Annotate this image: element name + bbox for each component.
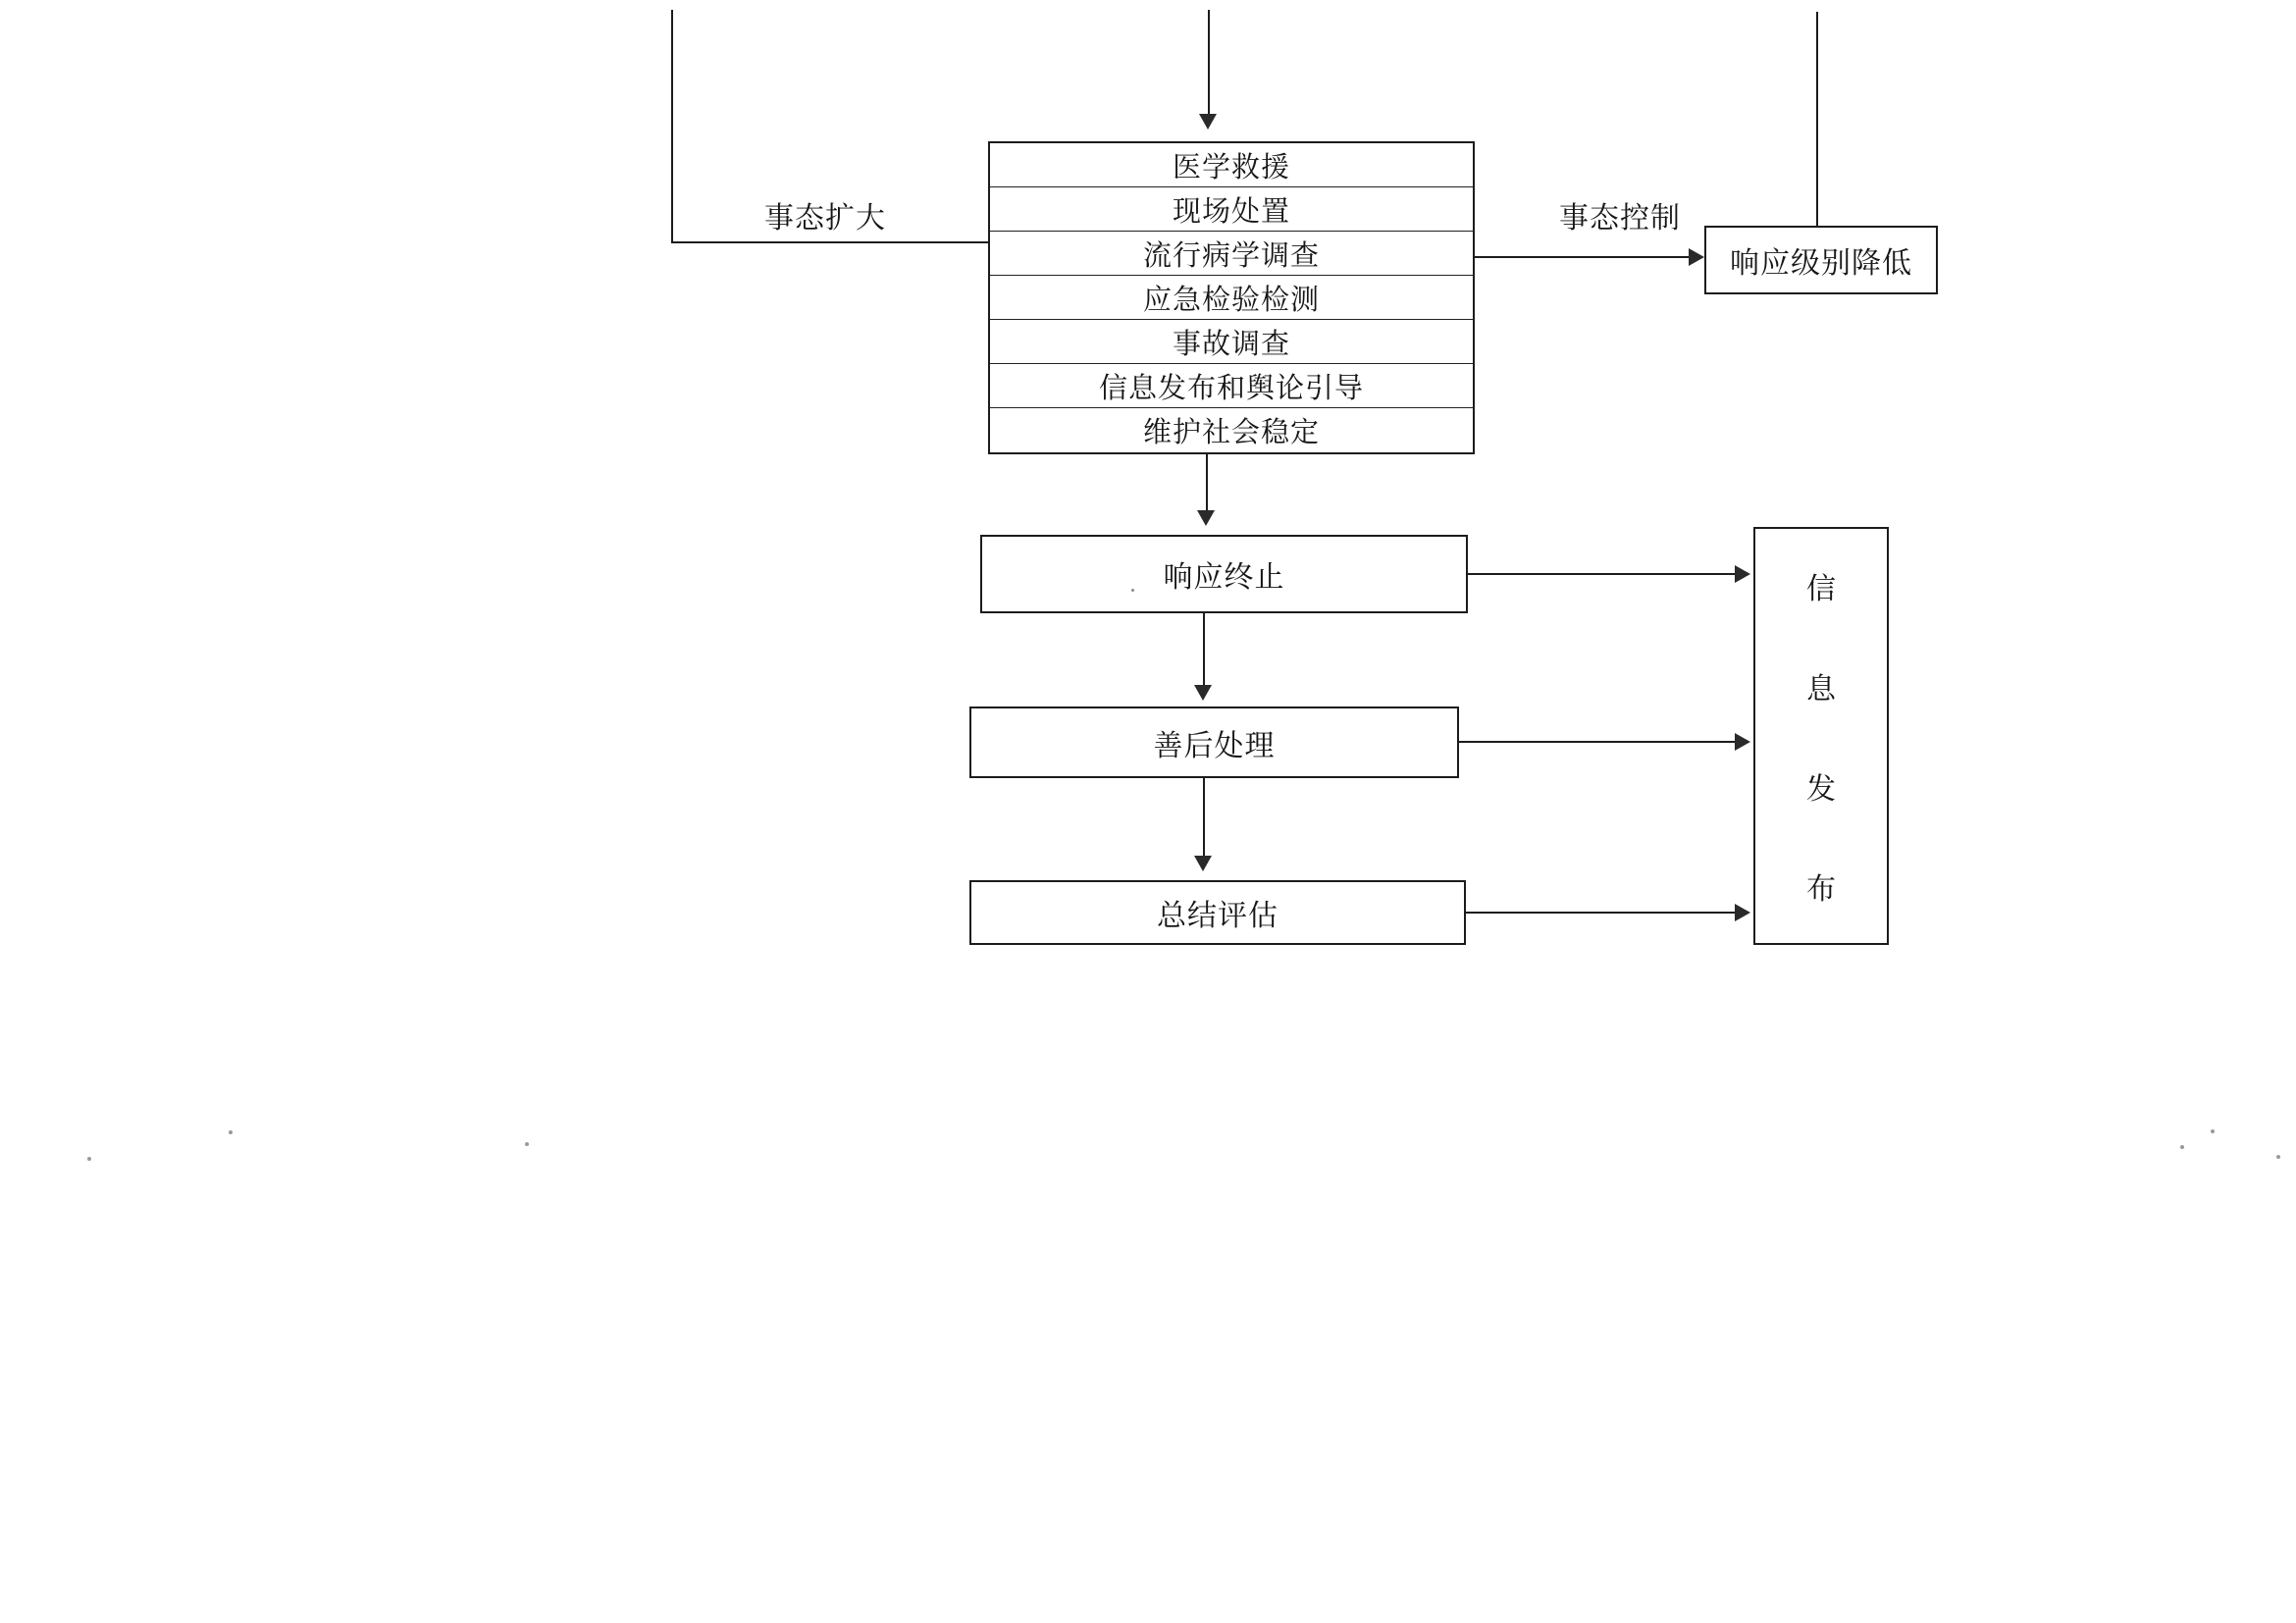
connector-right-inflow-line xyxy=(1816,12,1818,226)
scan-speck xyxy=(1131,589,1134,592)
action-row-accident-investigation: 事故调查 xyxy=(990,320,1473,364)
action-row-epidemiology-survey: 流行病学调查 xyxy=(990,232,1473,276)
connector-escalation-vertical-line xyxy=(671,10,673,243)
arrowhead-down-icon xyxy=(1194,856,1212,871)
terminate-response-label: 响应终止 xyxy=(1163,561,1285,594)
scan-speck xyxy=(2180,1145,2184,1149)
connector-control-line xyxy=(1475,256,1689,258)
connector-top-inflow-line xyxy=(1208,10,1210,114)
info-release-box xyxy=(1753,527,1889,945)
connector-aftermath-to-evaluation-line xyxy=(1203,778,1205,856)
action-row-scene-disposal: 现场处置 xyxy=(990,187,1473,232)
connector-escalation-horizontal-line xyxy=(671,241,990,243)
scan-speck xyxy=(2276,1155,2280,1159)
arrowhead-down-icon xyxy=(1199,114,1217,130)
action-row-medical-rescue: 医学救援 xyxy=(990,143,1473,187)
arrowhead-down-icon xyxy=(1194,685,1212,701)
lower-response-level-label: 响应级别降低 xyxy=(1730,247,1912,280)
arrowhead-right-icon xyxy=(1735,904,1750,921)
connector-terminate-to-info-line xyxy=(1468,573,1735,575)
arrowhead-down-icon xyxy=(1197,510,1215,526)
escalation-label: 事态扩大 xyxy=(764,202,886,235)
arrowhead-right-icon xyxy=(1735,565,1750,583)
aftermath-handling-box xyxy=(969,707,1459,778)
info-release-char: 布 xyxy=(1806,873,1836,906)
scan-speck xyxy=(525,1142,529,1146)
summary-evaluation-box xyxy=(969,880,1466,945)
info-release-char: 信 xyxy=(1806,573,1836,605)
info-release-char: 发 xyxy=(1806,773,1836,806)
terminate-response-box xyxy=(980,535,1468,613)
aftermath-handling-label: 善后处理 xyxy=(1153,729,1276,762)
connector-actions-to-terminate-line xyxy=(1206,454,1208,510)
connector-aftermath-to-info-line xyxy=(1459,741,1735,743)
arrowhead-right-icon xyxy=(1735,733,1750,751)
arrowhead-right-icon xyxy=(1689,248,1704,266)
connector-evaluation-to-info-line xyxy=(1466,912,1735,914)
response-actions-box xyxy=(988,141,1475,454)
connector-terminate-to-aftermath-line xyxy=(1203,613,1205,685)
scan-speck xyxy=(229,1130,233,1134)
scan-speck xyxy=(2211,1129,2215,1133)
lower-response-level-box xyxy=(1704,226,1938,294)
action-row-emergency-testing: 应急检验检测 xyxy=(990,276,1473,320)
scan-speck xyxy=(87,1157,91,1161)
summary-evaluation-label: 总结评估 xyxy=(1157,900,1278,932)
control-label: 事态控制 xyxy=(1559,202,1681,235)
info-release-char: 息 xyxy=(1806,673,1836,706)
action-row-info-release-guidance: 信息发布和舆论引导 xyxy=(990,364,1473,408)
action-row-social-stability: 维护社会稳定 xyxy=(1142,417,1320,448)
